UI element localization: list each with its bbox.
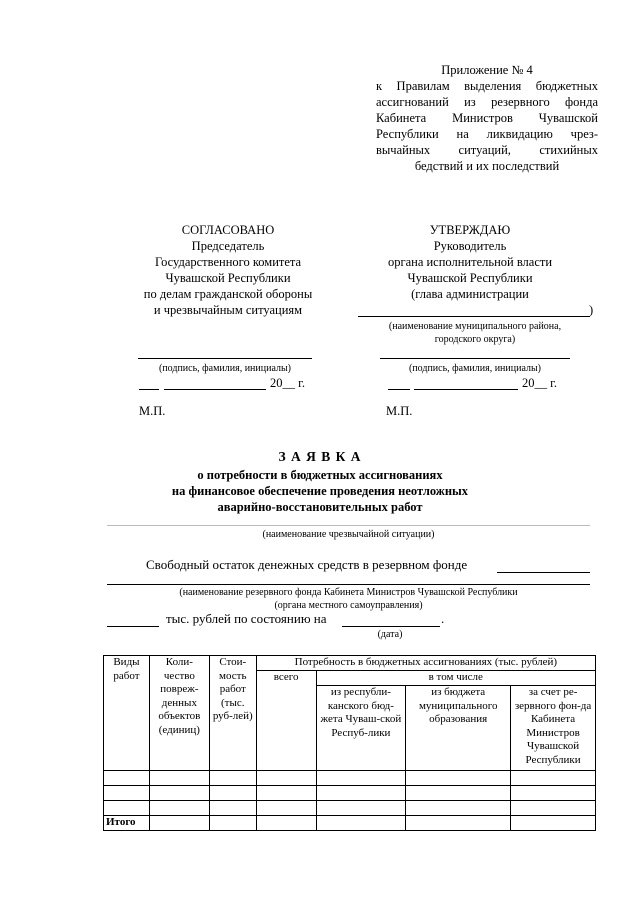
- subtitle-line-1: о потребности в бюджетных ассигнованиях: [197, 468, 443, 482]
- approve-day-line: [388, 389, 410, 390]
- annex-line: ассигнований из резервного фонда: [376, 95, 598, 109]
- date-caption: (дата): [377, 629, 403, 640]
- agreed-day-line: [139, 389, 159, 390]
- agreed-line: Председатель: [191, 239, 265, 253]
- approve-line: органа исполнительной власти: [387, 255, 553, 269]
- amount-dot: .: [441, 611, 445, 626]
- agreed-line: по делам гражданской обороны: [143, 287, 313, 301]
- approve-month-line: [414, 389, 518, 390]
- approve-year: 20__ г.: [522, 376, 557, 390]
- approve-close-paren: ): [589, 303, 594, 317]
- approve-line: Чувашской Республики: [407, 271, 533, 285]
- header-republic: из республи-канского бюд-жета Чуваш-ской Респуб-лики: [316, 686, 406, 771]
- approve-org-caption-2: городского округа): [434, 334, 516, 345]
- approve-line: (глава администрации: [411, 287, 529, 301]
- fund-caption-2: (органа местного самоуправления): [274, 600, 423, 611]
- header-kinds: Виды работ: [104, 656, 150, 771]
- fund-name-line: [107, 584, 590, 585]
- header-total: всего: [256, 671, 316, 771]
- amount-text: тыс. рублей по состоянию на: [166, 611, 327, 626]
- approve-stamp: М.П.: [386, 404, 413, 418]
- approve-org-caption-1: (наименование муниципального района,: [388, 321, 562, 332]
- balance-line: [497, 572, 590, 573]
- fund-caption-1: (наименование резервного фонда Кабинета Министров Чувашской Республики: [179, 587, 518, 598]
- agreed-block: [108, 222, 348, 318]
- table-row: [104, 801, 596, 816]
- header-incl: в том числе: [316, 671, 595, 686]
- emergency-caption: (наименование чрезвычайной ситуации): [262, 529, 435, 540]
- document-subtitle: [120, 467, 520, 515]
- fund-caption: [107, 586, 590, 612]
- total-label: Итого: [104, 816, 150, 831]
- annex-line: вычайных ситуаций, стихийных: [376, 143, 598, 157]
- agreed-line: Государственного комитета: [154, 255, 302, 269]
- header-need: Потребность в бюджетных ассигнованиях (тыс. рублей): [256, 656, 595, 671]
- amount-line: [107, 626, 159, 627]
- subtitle-line-2: на финансовое обеспечение проведения неотложных: [171, 484, 469, 498]
- agreed-year: 20__ г.: [270, 376, 305, 390]
- approve-signature-caption: (подпись, фамилия, инициалы): [408, 363, 542, 374]
- balance-label: Свободный остаток денежных средств в резервном фонде: [146, 557, 468, 572]
- subtitle-line-3: аварийно-восстановительных работ: [217, 500, 423, 514]
- approve-org-caption: [355, 320, 595, 346]
- table-row: [104, 786, 596, 801]
- table-row: [104, 771, 596, 786]
- needs-table: [103, 655, 596, 831]
- approve-heading: УТВЕРЖДАЮ: [429, 223, 511, 237]
- approve-org-line: [358, 316, 590, 317]
- emergency-name-line: [107, 525, 590, 526]
- annex-line: к Правилам выделения бюджетных: [376, 79, 598, 93]
- approve-line: Руководитель: [433, 239, 507, 253]
- annex-number: Приложение № 4: [441, 63, 533, 77]
- agreed-stamp: М.П.: [139, 404, 166, 418]
- agreed-signature-line: [138, 358, 312, 359]
- approve-block: [355, 222, 585, 302]
- agreed-heading: СОГЛАСОВАНО: [181, 223, 275, 237]
- header-municipal: из бюджета муниципального образования: [406, 686, 511, 771]
- document-title: З А Я В К А: [278, 449, 362, 464]
- approve-signature-line: [380, 358, 570, 359]
- agreed-line: Чувашской Республики: [165, 271, 291, 285]
- annex-line: Республики на ликвидацию чрез-: [376, 127, 598, 141]
- annex-block: [376, 62, 598, 174]
- annex-line: бедствий и их последствий: [414, 159, 560, 173]
- annex-line: Кабинета Министров Чувашской: [376, 111, 598, 125]
- header-cost: Стои-мость работ (тыс. руб-лей): [209, 656, 256, 771]
- agreed-line: и чрезвычайным ситуациям: [153, 303, 303, 317]
- as-of-date-line: [342, 626, 440, 627]
- header-qty: Коли-чество повреж-денных объектов (единиц): [149, 656, 209, 771]
- agreed-signature-caption: (подпись, фамилия, инициалы): [158, 363, 292, 374]
- header-reserve: за счет ре-зервного фон-да Кабинета Министров Чувашской Республики: [511, 686, 596, 771]
- table-total-row: [104, 816, 596, 831]
- agreed-month-line: [164, 389, 266, 390]
